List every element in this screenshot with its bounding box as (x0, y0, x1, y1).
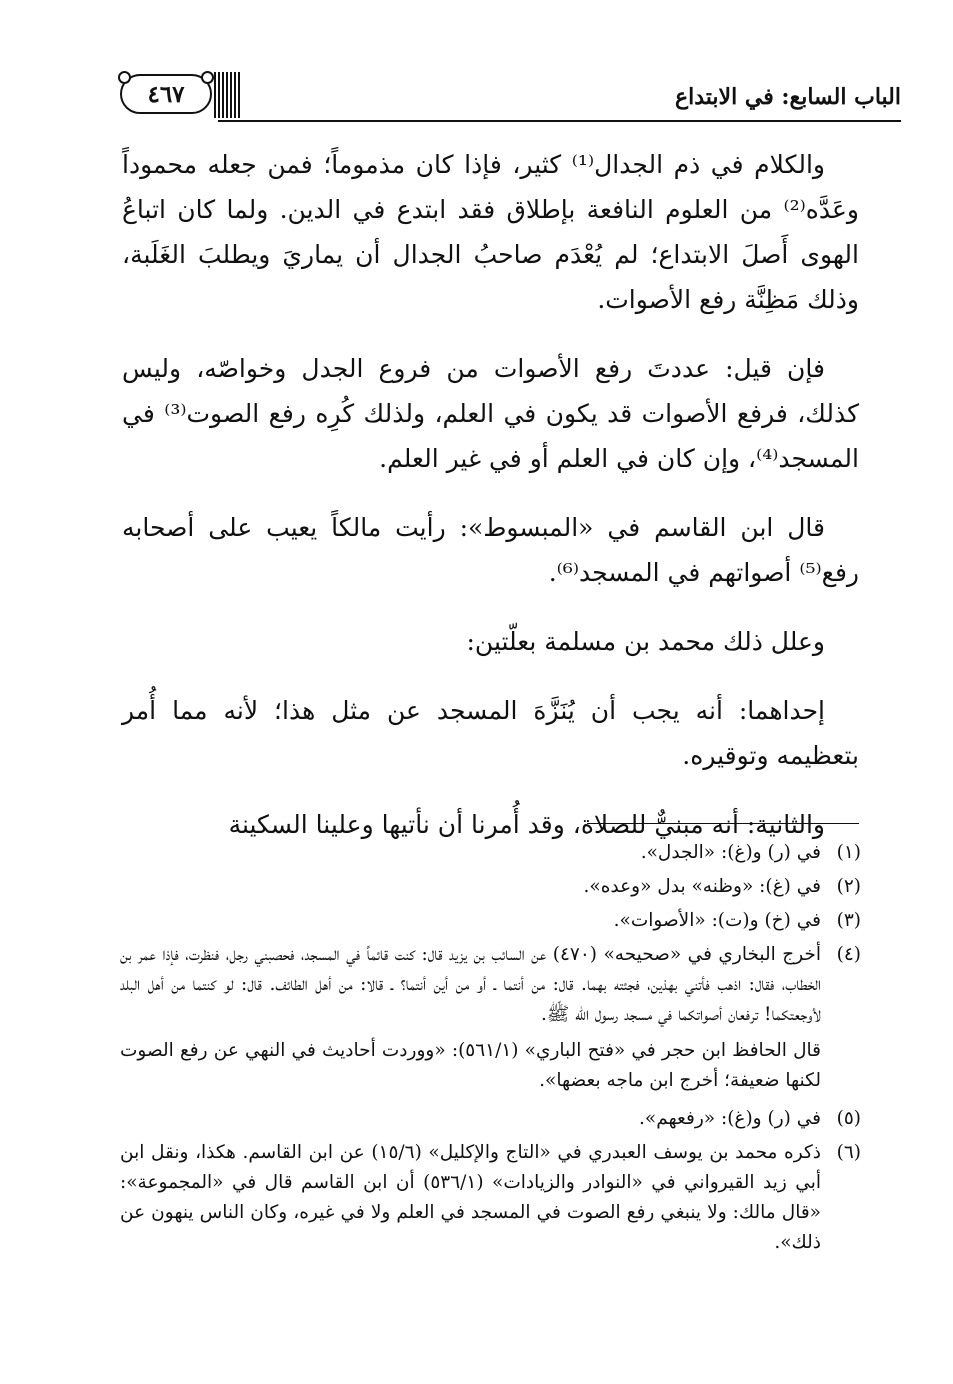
paragraph: إحداهما: أنه يجب أن يُنَزَّهَ المسجد عن مثل هذا؛ لأنه مما أُمر بتعظيمه وتوقيره. (122, 696, 859, 770)
footnote-number: (٤) (836, 944, 861, 965)
footnote-number: (٥) (836, 1108, 861, 1129)
chapter-title: الباب السابع: في الابتداع (674, 84, 901, 110)
footnote-number: (٣) (836, 910, 861, 931)
paragraph: فإن قيل: عددتَ رفع الأصوات من فروع الجدل وخواصّه، وليس كذلك، فرفع الأصوات قد يكون في العلم، ولذلك كُرِه رفع الصوت⁽³⁾ في المسجد⁽⁴⁾، وإن كان في العلم أو في غير العلم. (122, 354, 860, 473)
page-number: ٤٦٧ (147, 80, 185, 108)
main-text (122, 142, 859, 871)
footnote-text: في (ر) و(غ): «الجدل». (640, 842, 821, 863)
page-number-frame (120, 74, 212, 114)
footnote-number: (٦) (836, 1142, 861, 1163)
paragraph: وعلل ذلك محمد بن مسلمة بعلّتين: (466, 627, 825, 656)
footnote-number: (١) (836, 842, 861, 863)
paragraph: قال ابن القاسم في «المبسوط»: رأيت مالكاً يعيب على أصحابه رفع⁽⁵⁾ أصواتهم في المسجد⁽⁶⁾. (122, 513, 859, 587)
footnote (120, 1104, 861, 1134)
footnote (120, 872, 861, 902)
footnote (120, 940, 861, 1030)
footnote (120, 838, 861, 868)
header-rule (218, 120, 901, 122)
footnotes (120, 838, 861, 1262)
footnote-continuation: قال الحافظ ابن حجر في «فتح الباري» (٥٦١/١): «ووردت أحاديث في النهي عن رفع الصوت لكنها ضعيفة؛ أخرج ابن ماجه بعضها». (120, 1040, 822, 1091)
footnote-text: في (خ) و(ت): «الأصوات». (613, 910, 821, 931)
footnote-text: في (غ): «وظنه» بدل «وعده». (583, 876, 821, 897)
footnote (120, 1138, 861, 1258)
footnote-text: أخرج البخاري في «صحيحه» (٤٧٠) عن السائب بن يزيد قال: كنت قائماً في المسجد، فحصبني رجل، فنظرت، فإذا عمر بن الخطاب، فقال: اذهب فأتني بهذين، فجئته بهما. قال: من أنتما ـ أو من أين أنتما؟ ـ قالا: من أهل الطائف. قال: لو كنتما من أهل البلد لأوجعتكما! ترفعان أصواتكما في مسجد رسول الله ﷺ. (120, 944, 822, 1025)
paragraph: والكلام في ذم الجدال⁽¹⁾ كثير، فإذا كان مذموماً؛ فمن جعله محموداً وعَدَّه⁽²⁾ من العلوم النافعة بإطلاق فقد ابتدع في الدين. ولما كان اتباعُ الهوى أَصلَ الابتداع؛ لم يُعْدَم صاحبُ الجدال أن يماريَ ويطلبَ الغَلَبة، وذلك مَظِنَّة رفع الأصوات. (122, 150, 859, 314)
footnote-separator (587, 823, 859, 824)
page-header (120, 60, 901, 120)
paragraph: والثانية: أنه مبنيٌّ للصلاة، وقد أُمرنا أن نأتيها وعلينا السكينة (228, 810, 825, 839)
footnote (120, 906, 861, 936)
footnote-text: ذكره محمد بن يوسف العبدري في «التاج والإكليل» (١٥/٦) عن ابن القاسم. هكذا، ونقل ابن أبي زيد القيرواني في «النوادر والزيادات» (٥٣٦/١) أن ابن القاسم قال في «المجموعة»: «قال مالك: ولا ينبغي رفع الصوت في المسجد في العلم ولا في غيره، وكان الناس ينهون عن ذلك». (120, 1142, 821, 1253)
footnote-text: في (ر) و(غ): «رفعهم». (639, 1108, 821, 1129)
footnote-number: (٢) (836, 876, 861, 897)
header-ornament (214, 72, 240, 118)
